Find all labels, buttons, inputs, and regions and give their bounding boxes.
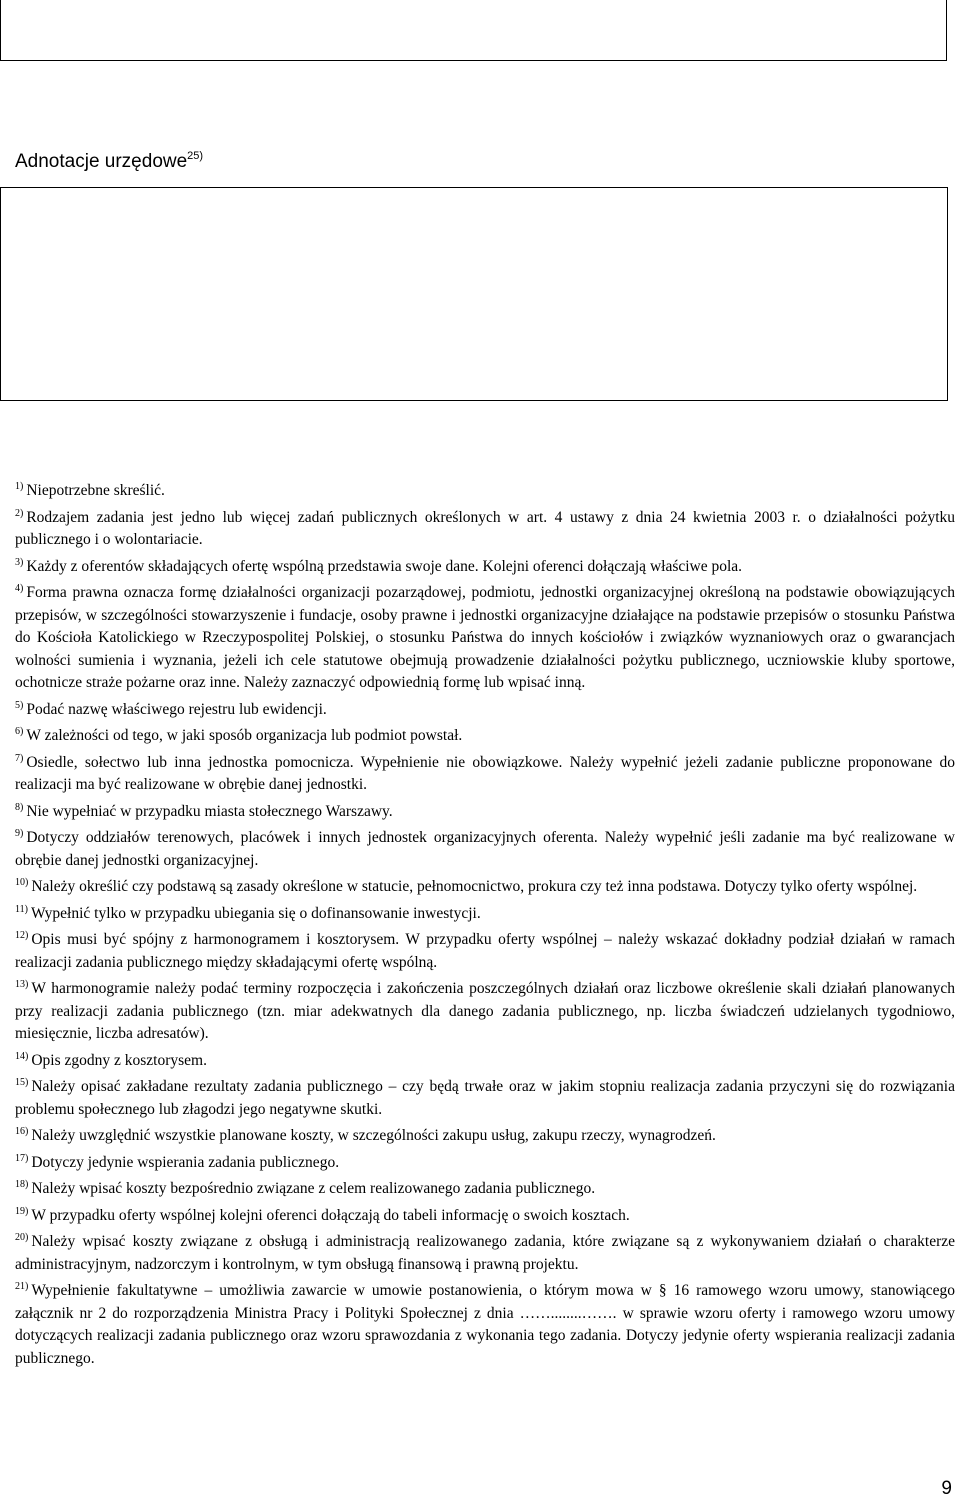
footnote-number: 15)	[15, 1077, 29, 1088]
footnote-text: Wypełnić tylko w przypadku ubiegania się o dofinansowanie inwestycji.	[30, 904, 481, 922]
previous-field-box	[0, 0, 947, 61]
footnote	[15, 552, 955, 579]
footnote	[15, 823, 955, 872]
footnote-number: 20)	[15, 1232, 29, 1243]
footnote-text: W przypadku oferty wspólnej kolejni oferenci dołączają do tabeli informację o swoich kosztach.	[31, 1206, 630, 1224]
footnote-number: 1)	[15, 481, 24, 492]
footnote-number: 2)	[15, 507, 24, 519]
footnote-text: Osiedle, sołectwo lub inna jednostka pomocnicza. Wypełnienie nie obowiązkowe. Należy wypełnić jeżeli zadanie publiczne proponowane do realizacji ma być realizowane w obrębie danej jednostki.	[15, 753, 955, 793]
heading-text: Adnotacje urzędowe	[15, 151, 188, 172]
footnote	[15, 1276, 955, 1370]
footnote-text: Forma prawna oznacza formę działalności organizacji pozarządowej, podmiotu, jednostki organizacyjnej określoną na podstawie obowiązujących przepisów, w szczególności stowarzyszenie i fundacje, osoby prawne i jednostki organizacyjne działające na podstawie przepisów o stosunku Państwa do Kościoła Katolickiego w Rzeczypospolitej Polskiej, o stosunku Państwa do innych kościołów i związków wyznaniowych oraz o gwarancjach wolności sumienia i wyznania, jeżeli ich cele statutowe obejmują prowadzenie działalności pożytku publicznego, uczniowskie kluby sportowe, ochotnicze straże pożarne oraz inne. Należy zaznaczyć odpowiednią formę lub wpisać inną.	[15, 584, 955, 691]
footnote-number: 10)	[15, 877, 29, 888]
footnote-number: 3)	[15, 556, 24, 568]
footnote-text: Należy wpisać koszty związane z obsługą i administracją realizowanego zadania, które związane są z wykonywaniem działań o charakterze administracyjnym, nadzorczym i kontrolnym, w tym obsługą finansową i prawną projektu.	[15, 1233, 955, 1273]
footnotes-list	[15, 476, 955, 1370]
footnote-number: 17)	[15, 1152, 29, 1164]
footnote	[15, 899, 955, 926]
footnote	[15, 1121, 955, 1148]
footnote-number: 21)	[15, 1281, 29, 1292]
footnote	[15, 1046, 955, 1073]
footnote-text: Wypełnienie fakultatywne – umożliwia zawarcie w umowie postanowienia, o którym mowa w § 16 ramowego wzoru umowy, stanowiącego załącznik nr 2 do rozporządzenia Ministra Pracy i Polityki Społecznej z dnia ……........……. w sprawie wzoru oferty i ramowego wzoru umowy dotyczących realizacji zadania publicznego oraz wzoru sprawozdania z wykonania tego zadania. Dotyczy jedynie oferty wspierania realizacji zadania publicznego.	[15, 1282, 955, 1367]
footnote-text: W zależności od tego, w jaki sposób organizacja lub podmiot powstał.	[26, 727, 463, 744]
footnote	[15, 476, 955, 503]
footnote-number: 12)	[15, 930, 29, 941]
footnote	[15, 1201, 955, 1228]
footnote-number: 8)	[15, 801, 24, 813]
footnote-text: Nie wypełniać w przypadku miasta stołecznego Warszawy.	[26, 802, 393, 820]
footnote-text: Dotyczy oddziałów terenowych, placówek i innych jednostek organizacyjnych oferenta. Należy wypełnić jeśli zadanie ma być realizowane w obrębie danej jednostki organizacyjnej.	[15, 829, 955, 869]
footnote	[15, 974, 955, 1046]
footnote-number: 13)	[15, 979, 29, 990]
footnote-number: 11)	[15, 903, 28, 915]
footnote-text: Podać nazwę właściwego rejestru lub ewidencji.	[26, 700, 327, 718]
footnote	[15, 503, 955, 552]
footnote	[15, 578, 955, 695]
footnote	[15, 721, 955, 748]
footnote-number: 7)	[15, 752, 24, 764]
footnote-number: 5)	[15, 699, 24, 711]
footnote-text: Opis musi być spójny z harmonogramem i kosztorysem. W przypadku oferty wspólnej – należy wskazać dokładny podział działań w ramach realizacji zadania publicznego między składającymi ofertę wspólną.	[15, 931, 955, 971]
footnote	[15, 1174, 955, 1201]
footnote	[15, 925, 955, 974]
footnote	[15, 695, 955, 722]
footnote-text: Niepotrzebne skreślić.	[26, 482, 165, 499]
footnote-text: Dotyczy jedynie wspierania zadania publicznego.	[31, 1153, 340, 1171]
footnote-number: 14)	[15, 1050, 29, 1062]
footnote	[15, 872, 955, 899]
footnote-number: 19)	[15, 1205, 29, 1217]
footnote-text: Każdy z oferentów składających ofertę wspólną przedstawia swoje dane. Kolejni oferenci dołączają właściwe pola.	[26, 557, 743, 575]
footnote-number: 6)	[15, 726, 24, 737]
footnote-text: Należy uwzględnić wszystkie planowane koszty, w szczególności zakupu usług, zakupu rzeczy, wynagrodzeń.	[31, 1127, 716, 1144]
footnote-number: 9)	[15, 828, 24, 839]
footnote-number: 16)	[15, 1126, 29, 1137]
footnote	[15, 748, 955, 797]
footnote-number: 18)	[15, 1179, 29, 1190]
footnote	[15, 797, 955, 824]
footnote-text: Rodzajem zadania jest jedno lub więcej zadań publicznych określonych w art. 4 ustawy z dnia 24 kwietnia 2003 r. o działalności pożytku publicznego i o wolontariacie.	[15, 508, 955, 548]
heading-footnote-ref: 25)	[187, 150, 204, 162]
page-number: 9	[941, 1478, 952, 1499]
footnote-text: Należy określić czy podstawą są zasady określone w statucie, pełnomocnictwo, prokura czy też inna podstawa. Dotyczy tylko oferty wspólnej.	[31, 878, 918, 895]
official-annotations-box[interactable]	[0, 187, 948, 401]
footnote-text: Należy opisać zakładane rezultaty zadania publicznego – czy będą trwałe oraz w jakim stopniu realizacja zadania przyczyni się do rozwiązania problemu społecznego lub złagodzi jego negatywne skutki.	[15, 1078, 955, 1118]
footnote	[15, 1148, 955, 1175]
footnote-text: Należy wpisać koszty bezpośrednio związane z celem realizowanego zadania publicznego.	[31, 1180, 596, 1197]
footnote	[15, 1227, 955, 1276]
footnote-text: W harmonogramie należy podać terminy rozpoczęcia i zakończenia poszczególnych działań oraz liczbowe określenie skali działań planowanych przy realizacji zadania publicznego (tzn. miar adekwatnych dla danego zadania publicznego, np. liczba świadczeń udzielanych tygodniowo, miesięcznie, liczba adresatów).	[15, 980, 955, 1042]
footnote-text: Opis zgodny z kosztorysem.	[31, 1051, 207, 1069]
footnote	[15, 1072, 955, 1121]
official-annotations-heading	[15, 150, 203, 173]
footnote-number: 4)	[15, 583, 24, 594]
